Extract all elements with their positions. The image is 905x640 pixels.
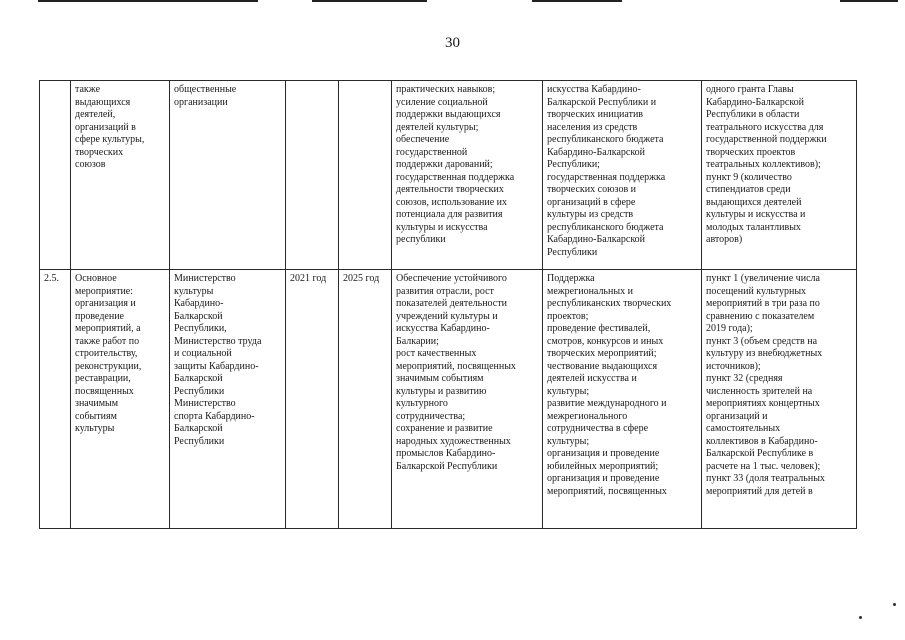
- measure-name-cell: Основное мероприятие: организация и проведение мероприятий, а также работ по строительству, реконструкции, реставрации, посвященных значимым событиям культуры: [71, 270, 170, 529]
- end-year-cell: [339, 81, 392, 270]
- table-row: [40, 81, 857, 270]
- row-number-cell: 2.5.: [40, 270, 71, 529]
- indicators-cell: пункт 1 (увеличение числа посещений культурных мероприятий в три раза по сравнению с показателем 2019 года); пункт 3 (объем средств на культуру из внебюджетных источников); пункт 32 (средняя численность зрителей на мероприятиях концертных организаций и самостоятельных коллективов в Кабардино- Балкарской Республике в расчете на 1 тыс. человек); пункт 33 (доля театральных мероприятий для детей в: [702, 270, 857, 529]
- executor-cell: Министерство культуры Кабардино- Балкарской Республики, Министерство труда и социальной защиты Кабардино- Балкарской Республики Министерство спорта Кабардино- Балкарской Республики: [170, 270, 286, 529]
- scan-artifact-dot: [893, 603, 896, 606]
- indicators-cell: одного гранта Главы Кабардино-Балкарской Республики в области театрального искусства для государственной поддержки творческих проектов театральных коллективов); пункт 9 (количество стипендиатов среди выдающихся деятелей культуры и искусства и молодых талантливых авторов): [702, 81, 857, 270]
- scan-artifact-line: [38, 0, 258, 2]
- expected-result-cell: практических навыков; усиление социальной поддержки выдающихся деятелей культуры; обеспечение государственной поддержки дарований; государственная поддержка деятельности творческих союзов, использование их потенциала для развития культуры и искусства республики: [392, 81, 543, 270]
- table-row: [40, 270, 857, 529]
- program-measures-table: [39, 80, 857, 529]
- scan-artifact-line: [840, 0, 898, 2]
- scan-artifact-line: [312, 0, 427, 2]
- scan-artifact-dot: [859, 616, 862, 619]
- expected-result-cell: Обеспечение устойчивого развития отрасли, рост показателей деятельности учреждений культуры и искусства Кабардино- Балкарии; рост качественных мероприятий, посвященных значимым событиям культуры и развитию культурного сотрудничества; сохранение и развитие народных художественных промыслов Кабардино- Балкарской Республики: [392, 270, 543, 529]
- directions-cell: искусства Кабардино- Балкарской Республики и творческих инициатив населения из средств республиканского бюджета Кабардино-Балкарской Республики; государственная поддержка творческих союзов и организаций в сфере культуры из средств республиканского бюджета Кабардино-Балкарской Республики: [543, 81, 702, 270]
- row-number-cell: [40, 81, 71, 270]
- start-year-cell: [286, 81, 339, 270]
- end-year-cell: 2025 год: [339, 270, 392, 529]
- executor-cell: общественные организации: [170, 81, 286, 270]
- page-number: 30: [445, 35, 460, 51]
- measure-name-cell: также выдающихся деятелей, организаций в сфере культуры, творческих союзов: [71, 81, 170, 270]
- scan-artifact-line: [532, 0, 622, 2]
- directions-cell: Поддержка межрегиональных и республиканских творческих проектов; проведение фестивалей, смотров, конкурсов и иных творческих мероприятий; чествование выдающихся деятелей искусства и культуры; развитие международного и межрегионального сотрудничества в сфере культуры; организация и проведение юбилейных мероприятий; организация и проведение мероприятий, посвященных: [543, 270, 702, 529]
- start-year-cell: 2021 год: [286, 270, 339, 529]
